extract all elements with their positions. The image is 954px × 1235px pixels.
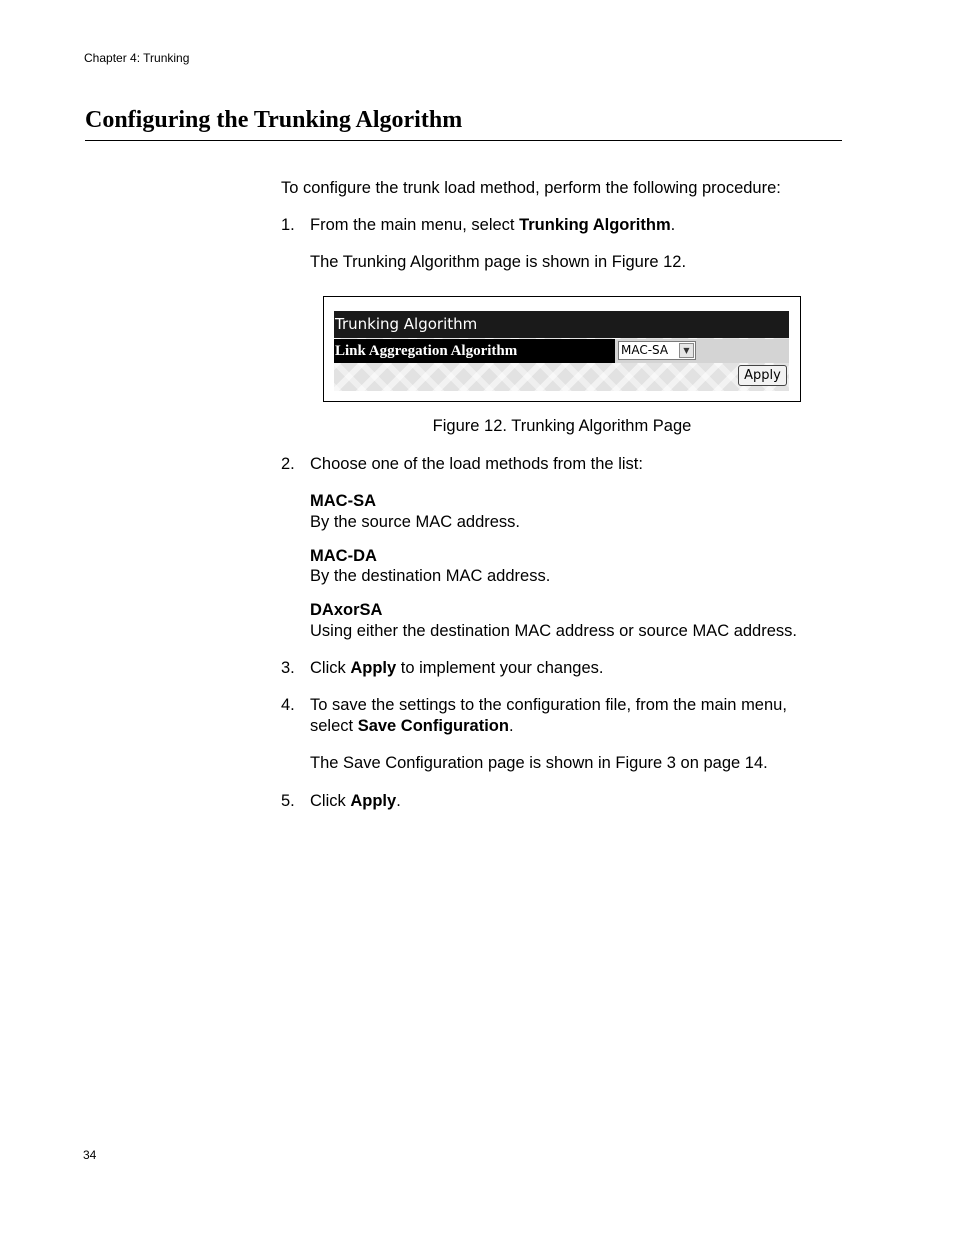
apply-button[interactable]: Apply	[738, 365, 787, 386]
step-4-note: The Save Configuration page is shown in Figure 3 on page 14.	[310, 754, 768, 772]
title-rule	[85, 140, 842, 141]
intro-paragraph: To configure the trunk load method, perform the following procedure:	[281, 179, 781, 197]
step-2-text: Choose one of the load methods from the list:	[310, 455, 643, 473]
method-name: DAxorSA	[310, 601, 383, 619]
step-4-text-line2: select Save Configuration.	[310, 717, 514, 735]
algorithm-select[interactable]	[618, 341, 696, 360]
step-1-text: From the main menu, select Trunking Algorithm.	[310, 216, 676, 234]
link-aggregation-value-cell	[615, 339, 789, 363]
step-3-text: Click Apply to implement your changes.	[310, 659, 604, 677]
figure-trunking-algorithm	[323, 296, 801, 402]
running-head: Chapter 4: Trunking	[84, 51, 190, 65]
chevron-down-icon[interactable]: ▼	[679, 343, 694, 358]
trunking-algorithm-screen	[334, 311, 789, 391]
method-name: MAC-SA	[310, 492, 376, 510]
step-4-text-line1: To save the settings to the configuration file, from the main menu,	[310, 696, 787, 714]
step-5-number: 5.	[281, 792, 295, 810]
step-1-note: The Trunking Algorithm page is shown in Figure 12.	[310, 253, 687, 271]
step-1-number: 1.	[281, 216, 295, 234]
screen-title: Trunking Algorithm	[334, 311, 789, 338]
method-name: MAC-DA	[310, 547, 377, 565]
algorithm-select-value: MAC-SA	[621, 343, 669, 357]
method-description: Using either the destination MAC address or source MAC address.	[310, 622, 797, 640]
figure-caption: Figure 12. Trunking Algorithm Page	[432, 417, 692, 435]
step-2-number: 2.	[281, 455, 295, 473]
method-description: By the source MAC address.	[310, 513, 521, 531]
method-description: By the destination MAC address.	[310, 567, 551, 585]
link-aggregation-label: Link Aggregation Algorithm	[334, 339, 615, 363]
step-3-number: 3.	[281, 659, 295, 677]
page-number: 34	[83, 1148, 97, 1162]
section-title: Configuring the Trunking Algorithm	[85, 107, 463, 133]
step-4-number: 4.	[281, 696, 295, 714]
step-5-text: Click Apply.	[310, 792, 401, 810]
